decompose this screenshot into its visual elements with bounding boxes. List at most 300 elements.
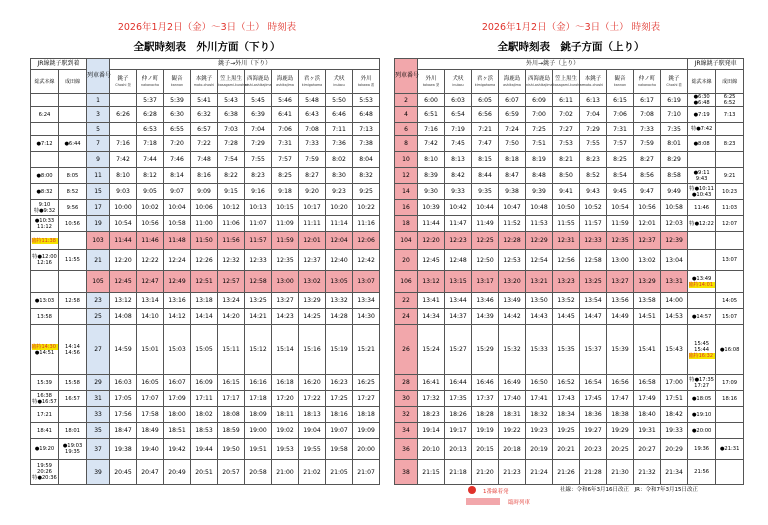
time-cell: 12:37 <box>299 250 326 271</box>
connection-cell <box>59 375 87 391</box>
time-cell: 11:09 <box>272 216 299 232</box>
time-cell: 7:08 <box>299 123 326 136</box>
connection-cell <box>59 232 87 250</box>
time-cell: 21:15 <box>418 460 445 485</box>
station-romaji: kannon <box>613 82 627 87</box>
table-row <box>31 123 380 136</box>
timetable-up <box>394 58 744 485</box>
time-cell: 8:32 <box>353 168 380 184</box>
timetable-down <box>30 58 380 485</box>
time-cell: 13:54 <box>580 293 607 309</box>
time-cell: 7:36 <box>326 136 353 152</box>
train-number: 30 <box>395 391 418 407</box>
connection-time: 特●7:42 <box>690 126 713 132</box>
time-cell: 16:25 <box>353 375 380 391</box>
station-name: 外川 <box>425 76 437 83</box>
special-express-badge: 臨特14:30 <box>31 343 56 350</box>
time-cell: 13:25 <box>245 293 272 309</box>
time-cell: 18:47 <box>110 423 137 439</box>
connection-cell <box>59 407 87 423</box>
station-romaji: inubou <box>333 82 345 87</box>
time-cell: 9:43 <box>580 184 607 200</box>
connection-cell <box>59 293 87 309</box>
connection-cell <box>31 325 59 375</box>
connection-time: 9:56 <box>66 204 79 211</box>
time-cell: 13:29 <box>634 271 661 293</box>
time-cell: 11:52 <box>499 216 526 232</box>
time-cell: 12:28 <box>499 232 526 250</box>
time-cell: 18:28 <box>472 407 499 423</box>
connection-time: 21:56 <box>694 469 710 475</box>
connection-time: 8:05 <box>66 172 79 179</box>
connection-time: 18:01 <box>65 427 80 434</box>
connection-time: 17:21 <box>37 411 52 418</box>
time-cell: 8:16 <box>191 168 218 184</box>
time-cell: 6:28 <box>137 107 164 123</box>
table-row <box>395 407 744 423</box>
connection-time: 9:21 <box>723 172 736 179</box>
time-cell: 13:18 <box>191 293 218 309</box>
legend-dot-label: 1番線着発 <box>483 489 509 495</box>
time-cell: 20:58 <box>245 460 272 485</box>
time-cell: 9:41 <box>553 184 580 200</box>
time-cell: 17:09 <box>164 391 191 407</box>
connection-time: ●20:00 <box>691 427 712 434</box>
time-cell: 17:37 <box>472 391 499 407</box>
special-express-badge: 臨特16:32 <box>688 352 714 359</box>
train-number: 5 <box>87 123 110 136</box>
time-cell: 14:37 <box>445 309 472 325</box>
time-cell: 15:32 <box>499 325 526 375</box>
time-cell: 20:29 <box>661 439 688 460</box>
table-row <box>31 94 380 107</box>
connection-cell <box>688 407 716 423</box>
connection-cell <box>31 309 59 325</box>
time-cell: 15:19 <box>326 325 353 375</box>
time-cell: 7:46 <box>164 152 191 168</box>
time-cell: 14:21 <box>245 309 272 325</box>
time-cell: 5:46 <box>272 94 299 107</box>
time-cell: 17:51 <box>661 391 688 407</box>
jr-connection-header: JR線銚子駅発車 <box>688 59 744 70</box>
time-cell: 13:14 <box>137 293 164 309</box>
station-name: 君ヶ浜 <box>303 76 321 83</box>
connection-cell <box>31 94 59 107</box>
table-row <box>395 375 744 391</box>
time-cell: 10:22 <box>353 200 380 216</box>
time-cell: 16:50 <box>526 375 553 391</box>
time-cell: 19:27 <box>580 423 607 439</box>
time-cell: 6:55 <box>164 123 191 136</box>
time-cell: 19:25 <box>553 423 580 439</box>
connection-time: 特●20:36 <box>32 475 57 481</box>
table-row <box>395 250 744 271</box>
time-cell: 8:19 <box>526 152 553 168</box>
time-cell: 20:25 <box>607 439 634 460</box>
train-number: 4 <box>395 107 418 123</box>
time-cell: 13:16 <box>164 293 191 309</box>
train-number: 32 <box>395 407 418 423</box>
station-romaji: ashikajima <box>276 82 294 87</box>
station-name: 笠上黒生 <box>554 76 577 83</box>
time-cell: 12:56 <box>553 250 580 271</box>
time-cell: 11:48 <box>164 232 191 250</box>
time-cell: 7:21 <box>472 123 499 136</box>
time-cell: 6:07 <box>499 94 526 107</box>
station-name: 本銚子 <box>584 76 602 83</box>
time-cell: 16:16 <box>245 375 272 391</box>
time-cell: 7:53 <box>553 136 580 152</box>
time-cell: 6:15 <box>607 94 634 107</box>
table-row <box>395 136 744 152</box>
station-romaji: moto-choshi <box>582 82 604 87</box>
time-cell: 7:38 <box>353 136 380 152</box>
table-row <box>31 407 380 423</box>
time-cell: 21:02 <box>299 460 326 485</box>
time-cell: 9:38 <box>499 184 526 200</box>
station-name: 銚子 <box>668 76 680 83</box>
time-cell: 17:22 <box>299 391 326 407</box>
time-cell: 19:17 <box>445 423 472 439</box>
time-cell: 6:30 <box>164 107 191 123</box>
time-cell: 14:28 <box>326 309 353 325</box>
jr-line-header: 成田線 <box>59 70 87 94</box>
time-cell: 10:02 <box>137 200 164 216</box>
time-cell: 8:12 <box>137 168 164 184</box>
time-cell: 19:23 <box>526 423 553 439</box>
time-cell: 20:15 <box>472 439 499 460</box>
station-romaji: Choshi 発 <box>115 82 131 87</box>
time-cell: 14:20 <box>218 309 245 325</box>
train-number: 11 <box>87 168 110 184</box>
time-cell: 17:05 <box>110 391 137 407</box>
special-express-badge: 臨特11:38 <box>31 237 56 244</box>
time-cell: 9:30 <box>418 184 445 200</box>
time-cell: 7:13 <box>353 123 380 136</box>
connection-cell <box>59 391 87 407</box>
time-cell <box>110 123 137 136</box>
time-cell: 8:10 <box>418 152 445 168</box>
time-cell: 13:20 <box>499 271 526 293</box>
connection-time: 15:58 <box>65 379 80 386</box>
train-number: 33 <box>87 407 110 423</box>
connection-cell <box>31 152 59 168</box>
time-cell: 12:42 <box>353 250 380 271</box>
connection-cell <box>59 168 87 184</box>
time-cell: 14:00 <box>661 293 688 309</box>
connection-time: 9:43 <box>695 175 708 182</box>
revision-footnote: 社線：令和6年3月16日改正 JR：令和7年3月15日改正 <box>560 487 698 493</box>
time-cell: 7:22 <box>191 136 218 152</box>
time-cell: 10:04 <box>164 200 191 216</box>
direction-header: 銚子→外川（下り） <box>110 59 380 70</box>
time-cell: 7:25 <box>526 123 553 136</box>
table-row <box>31 216 380 232</box>
connection-cell <box>31 407 59 423</box>
station-header <box>553 70 584 94</box>
time-cell: 8:14 <box>164 168 191 184</box>
time-cell: 12:51 <box>191 271 218 293</box>
connection-cell <box>59 325 87 375</box>
connection-time: 12:58 <box>65 297 80 304</box>
time-cell: 19:19 <box>472 423 499 439</box>
connection-time: ●7:19 <box>693 111 710 118</box>
time-cell: 8:42 <box>445 168 472 184</box>
time-cell: 15:12 <box>245 325 272 375</box>
time-cell: 13:17 <box>472 271 499 293</box>
table-row <box>395 423 744 439</box>
train-number: 104 <box>395 232 418 250</box>
connection-cell <box>59 439 87 460</box>
time-cell: 12:31 <box>553 232 580 250</box>
time-cell: 12:22 <box>137 250 164 271</box>
station-header <box>137 70 164 94</box>
time-cell: 12:47 <box>137 271 164 293</box>
station-romaji: ashikajima <box>503 82 521 87</box>
connection-cell <box>31 439 59 460</box>
time-cell: 11:59 <box>272 232 299 250</box>
time-cell: 13:34 <box>353 293 380 309</box>
station-name: 海鹿島 <box>503 76 521 83</box>
time-cell: 8:39 <box>418 168 445 184</box>
connection-cell <box>688 250 716 271</box>
time-cell: 5:39 <box>164 94 191 107</box>
connection-cell <box>688 309 716 325</box>
station-header <box>634 70 661 94</box>
connection-time: 19:59 <box>37 463 52 469</box>
time-cell: 19:53 <box>272 439 299 460</box>
station-name: 外川 <box>360 76 372 83</box>
time-cell: 9:23 <box>326 184 353 200</box>
connection-cell <box>59 309 87 325</box>
connection-cell <box>688 200 716 216</box>
time-cell: 9:45 <box>607 184 634 200</box>
connection-cell <box>31 293 59 309</box>
time-cell: 21:28 <box>580 460 607 485</box>
connection-cell <box>31 184 59 200</box>
station-header <box>499 70 526 94</box>
train-number: 18 <box>395 216 418 232</box>
time-cell: 7:42 <box>110 152 137 168</box>
jr-line-header: 総武本線 <box>688 70 716 94</box>
time-cell: 8:48 <box>526 168 553 184</box>
time-cell: 7:29 <box>580 123 607 136</box>
time-cell: 20:49 <box>164 460 191 485</box>
connection-time: ●6:30 <box>693 94 710 100</box>
connection-cell <box>688 136 716 152</box>
time-cell: 9:25 <box>353 184 380 200</box>
train-number: 36 <box>395 439 418 460</box>
time-cell: 17:49 <box>634 391 661 407</box>
time-cell: 18:16 <box>326 407 353 423</box>
time-cell: 5:45 <box>245 94 272 107</box>
time-cell: 8:25 <box>272 168 299 184</box>
time-cell: 9:09 <box>191 184 218 200</box>
time-cell: 12:01 <box>634 216 661 232</box>
connection-cell <box>688 391 716 407</box>
time-cell: 7:35 <box>661 123 688 136</box>
connection-time: 20:26 <box>37 469 52 475</box>
connection-cell <box>688 216 716 232</box>
time-cell: 21:32 <box>634 460 661 485</box>
time-cell: 14:51 <box>634 309 661 325</box>
time-cell: 13:02 <box>299 271 326 293</box>
time-cell: 7:29 <box>245 136 272 152</box>
time-cell: 7:00 <box>526 107 553 123</box>
train-number: 106 <box>395 271 418 293</box>
special-express-badge: 臨特14:01 <box>688 281 714 288</box>
time-cell: 14:08 <box>110 309 137 325</box>
time-cell: 20:18 <box>499 439 526 460</box>
time-cell: 12:03 <box>661 216 688 232</box>
time-cell: 15:05 <box>191 325 218 375</box>
time-cell: 21:24 <box>526 460 553 485</box>
time-cell: 19:04 <box>299 423 326 439</box>
time-cell: 13:50 <box>526 293 553 309</box>
connection-time: 特●9:32 <box>33 207 56 214</box>
time-cell: 11:44 <box>418 216 445 232</box>
time-cell: 12:33 <box>580 232 607 250</box>
station-header <box>418 70 445 94</box>
time-cell: 8:10 <box>110 168 137 184</box>
time-cell: 15:16 <box>299 325 326 375</box>
time-cell: 6:09 <box>526 94 553 107</box>
time-cell: 12:06 <box>353 232 380 250</box>
time-cell: 15:01 <box>137 325 164 375</box>
time-cell: 7:54 <box>218 152 245 168</box>
time-cell: 7:31 <box>272 136 299 152</box>
connection-time: ●16:08 <box>719 346 740 353</box>
connection-cell <box>59 460 87 485</box>
time-cell: 17:00 <box>661 375 688 391</box>
time-cell: 19:22 <box>499 423 526 439</box>
time-cell: 10:17 <box>299 200 326 216</box>
connection-time: ●18:05 <box>691 395 712 402</box>
connection-time: 12:07 <box>722 220 738 227</box>
station-romaji: nakanocho <box>637 82 656 87</box>
train-number: 2 <box>395 94 418 107</box>
connection-time: 14:05 <box>722 297 738 304</box>
time-cell: 11:59 <box>607 216 634 232</box>
time-cell: 7:04 <box>580 107 607 123</box>
connection-cell <box>59 123 87 136</box>
table-row <box>31 375 380 391</box>
time-cell: 13:00 <box>272 271 299 293</box>
table-row <box>395 232 744 250</box>
table-row <box>31 168 380 184</box>
time-cell: 10:50 <box>553 200 580 216</box>
time-cell: 20:45 <box>110 460 137 485</box>
connection-cell <box>716 407 744 423</box>
table-row <box>395 460 744 485</box>
time-cell: 10:48 <box>526 200 553 216</box>
connection-cell <box>59 152 87 168</box>
connection-cell <box>688 293 716 309</box>
header-row-top <box>395 59 744 70</box>
time-cell: 14:12 <box>164 309 191 325</box>
time-cell: 11:50 <box>191 232 218 250</box>
time-cell: 8:01 <box>661 136 688 152</box>
time-cell: 9:47 <box>634 184 661 200</box>
connection-time: 10:23 <box>722 188 738 195</box>
connection-time: ●6:48 <box>693 100 710 106</box>
connection-time: 特●12:22 <box>689 220 714 227</box>
table-row <box>31 232 380 250</box>
header-row-top <box>31 59 380 70</box>
time-cell: 19:00 <box>245 423 272 439</box>
connection-cell <box>716 375 744 391</box>
connection-cell <box>59 423 87 439</box>
train-number: 3 <box>87 107 110 123</box>
time-cell: 12:23 <box>445 232 472 250</box>
station-name: 銚子 <box>117 76 129 83</box>
connection-cell <box>59 94 87 107</box>
time-cell: 19:58 <box>326 439 353 460</box>
time-cell: 12:49 <box>164 271 191 293</box>
time-cell: 19:44 <box>191 439 218 460</box>
time-cell: 8:30 <box>326 168 353 184</box>
train-number: 37 <box>87 439 110 460</box>
connection-cell <box>716 168 744 184</box>
time-cell: 18:49 <box>137 423 164 439</box>
table-row <box>31 293 380 309</box>
time-cell: 20:51 <box>191 460 218 485</box>
station-header <box>191 70 218 94</box>
station-header <box>661 70 688 94</box>
time-cell: 8:15 <box>472 152 499 168</box>
connection-time: 13:58 <box>37 313 52 320</box>
train-number: 17 <box>87 200 110 216</box>
time-cell: 8:13 <box>445 152 472 168</box>
time-cell: 21:18 <box>445 460 472 485</box>
time-cell: 17:17 <box>218 391 245 407</box>
time-cell: 9:07 <box>164 184 191 200</box>
time-cell: 10:42 <box>445 200 472 216</box>
connection-time: 8:52 <box>66 188 79 195</box>
time-cell: 7:59 <box>299 152 326 168</box>
connection-cell <box>31 216 59 232</box>
time-cell: 7:10 <box>661 107 688 123</box>
train-number: 21 <box>87 250 110 271</box>
time-cell: 18:42 <box>661 407 688 423</box>
time-cell: 7:08 <box>634 107 661 123</box>
time-cell: 20:47 <box>137 460 164 485</box>
connection-cell <box>716 136 744 152</box>
time-cell: 13:07 <box>353 271 380 293</box>
station-romaji: kimigahama <box>474 82 496 87</box>
train-number: 16 <box>395 200 418 216</box>
connection-time: 17:27 <box>694 382 710 389</box>
connection-cell <box>716 460 744 485</box>
time-cell: 18:36 <box>580 407 607 423</box>
connection-cell <box>688 168 716 184</box>
time-cell: 19:33 <box>661 423 688 439</box>
table-row <box>395 216 744 232</box>
table-row <box>31 200 380 216</box>
time-cell: 12:50 <box>472 250 499 271</box>
connection-cell <box>59 216 87 232</box>
train-number: 28 <box>395 375 418 391</box>
time-cell: 15:43 <box>661 325 688 375</box>
time-cell: 20:19 <box>526 439 553 460</box>
time-cell: 14:39 <box>472 309 499 325</box>
time-cell: 11:46 <box>137 232 164 250</box>
time-cell: 16:58 <box>634 375 661 391</box>
time-cell: 10:20 <box>326 200 353 216</box>
time-cell: 14:49 <box>607 309 634 325</box>
station-name: 犬吠 <box>333 76 345 83</box>
time-cell: 11:49 <box>472 216 499 232</box>
